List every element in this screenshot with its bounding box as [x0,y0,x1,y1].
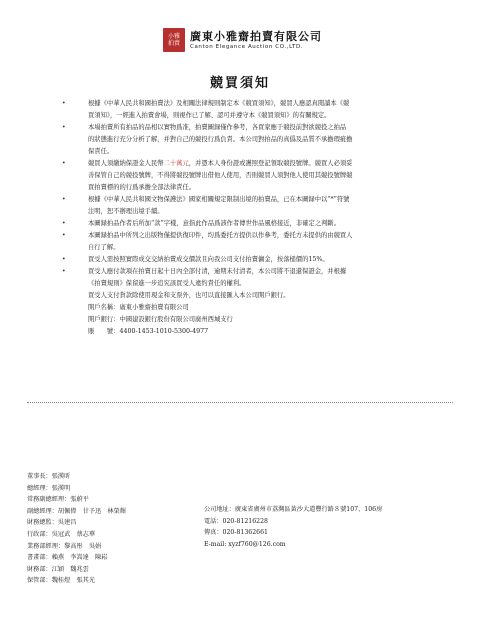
clause-text: 競買人須繳納保證金人民幣 [88,160,164,167]
clause-list [62,98,420,338]
staff-row: 董事長：張漢昕 [27,473,71,480]
clause-line: 保責任。 [88,148,114,155]
company-name-block [190,30,322,51]
clause-item [62,122,420,158]
clause-item [62,98,420,122]
clause-line: 注明，恕不辦理出境手續。 [88,208,164,215]
staff-row: 書畫部：賴燕 李嵩達 陳崧 [27,554,108,562]
dotted-divider [27,402,453,403]
clause-line: 的狀態進行充分分析了解，并對自己的競投行爲負責。本公司對拍品的真僞及品質不承擔瑕疵擔 [88,136,353,143]
company-name-en: Canton Elegance Auction CO.,LTD. [190,43,304,50]
clause-line: 買受人需按照實際成交交納拍賣成交價款且向我公司支付拍賣傭金，按落槌價的15%。 [88,256,329,263]
fax-number: 傳真：020-81362661 [204,529,268,537]
company-header [163,27,322,53]
phone-number: 電話：020-81216228 [204,517,268,525]
contact-info [204,504,454,550]
staff-row: 業務部經理：黎高彤 吳娟 [27,542,102,550]
email-address: E-mail: xyzf760@126.com [204,540,286,548]
clause-text: ，并憑本人身份證或護照登記領取競投號牌。競買人必須妥 [188,160,353,167]
bullet-icon: • [62,100,66,107]
clause-line: 自行了解。 [88,244,120,251]
bullet-icon: • [62,220,66,227]
staff-row: 行政部：吳冠武 蔡志華 [27,530,96,538]
staff-row: 財務部：江穎 魏兆雲 [27,565,89,573]
clause-item [62,158,420,194]
bullet-icon: • [62,232,66,239]
clause-line: 本場拍賣所有拍品的品相以實物爲准，拍賣圖録僅作參考，各買家應于競投前對欲競投之拍品 [88,124,347,131]
clause-line: 根據《中華人民共和國拍賣法》及相關法律規則制定本《競買須知》，競買人應認真閱讀本《競 [88,100,350,107]
clause-line: 本圖録拍品中所列之出版物僅提供復印件，均爲委托方提供以作參考，委托方未提供的由競買人 [88,232,353,239]
clause-line: 買須知》，一經進入拍賣會場，則視作已了解、認可并遵守本《競買須知》的有關規定。 [88,112,331,119]
staff-row: 財務總監：吳建昌 [27,519,77,527]
seal-text-top: 小雅 [167,33,180,40]
bullet-icon: • [62,196,66,203]
clause-item [62,194,420,218]
bullet-icon: • [62,268,66,275]
staff-row: 常務副總經理：張蔚平 [27,496,89,504]
staff-list [27,471,227,587]
company-name-cn: 廣東小雅齋拍賣有限公司 [190,29,322,43]
clause-line [88,158,420,170]
account-number: 賬 號：4400-1453-1010-5300-4977 [88,328,209,335]
deposit-amount: 二十萬元 [163,160,189,167]
staff-row: 副總經理：胡佩偉 甘予迅 林榮輝 [27,507,126,515]
clause-line: 根據《中華人民共和國文物保護法》國家相關規定限制出境的拍賣品，已在本圖録中以“*”符號 [88,196,350,203]
bullet-icon: • [62,256,66,263]
clause-item [62,266,420,290]
clause-item [62,218,420,230]
company-address: 公司地址：廣東省廣州市荔灣區黃沙大道豐行路８號107、106房 [204,506,383,513]
staff-row: 保管部：魏桂煜 張其光 [27,577,96,585]
bullet-icon: • [62,124,66,131]
bank-name: 開戶銀行：中國建設銀行股份有限公司廣州西城支行 [88,316,233,323]
seal-text-bottom: 拍賣 [167,40,180,47]
clause-line: 買拍賣標的的行爲承擔全部法律責任。 [88,184,196,191]
payment-info [62,290,420,338]
company-seal-logo [163,28,185,52]
clause-line: 買受人應付款項在拍賣日起十日內全部付清，逾期未付清者，本公司將不退還保證金，并根據 [88,268,347,275]
clause-line: 《拍賣規則》保留進一步追究該買受人違約責任的權利。 [88,280,246,287]
clause-item [62,230,420,254]
bullet-icon: • [62,160,66,167]
clause-line: 本圖録拍品作者后所加“款”字樣，意指此作品爲該作者傳世作品風格接近，非確定之判斷。 [88,220,341,227]
clause-item [62,254,420,266]
account-name: 開戶名稱：廣東小雅齋拍賣有限公司 [88,304,189,311]
staff-row: 總經理：張漢明 [27,484,71,492]
page-title: 競買須知 [209,76,270,91]
payment-line: 買受人支付貨款除使用現金和支票外，也可以直接匯入本公司開戶銀行。 [88,292,290,299]
clause-line: 善保管自己的競投號牌，不得將競投號牌出借他人使用，否則競買人須對他人使用其競投號牌競 [88,172,353,179]
